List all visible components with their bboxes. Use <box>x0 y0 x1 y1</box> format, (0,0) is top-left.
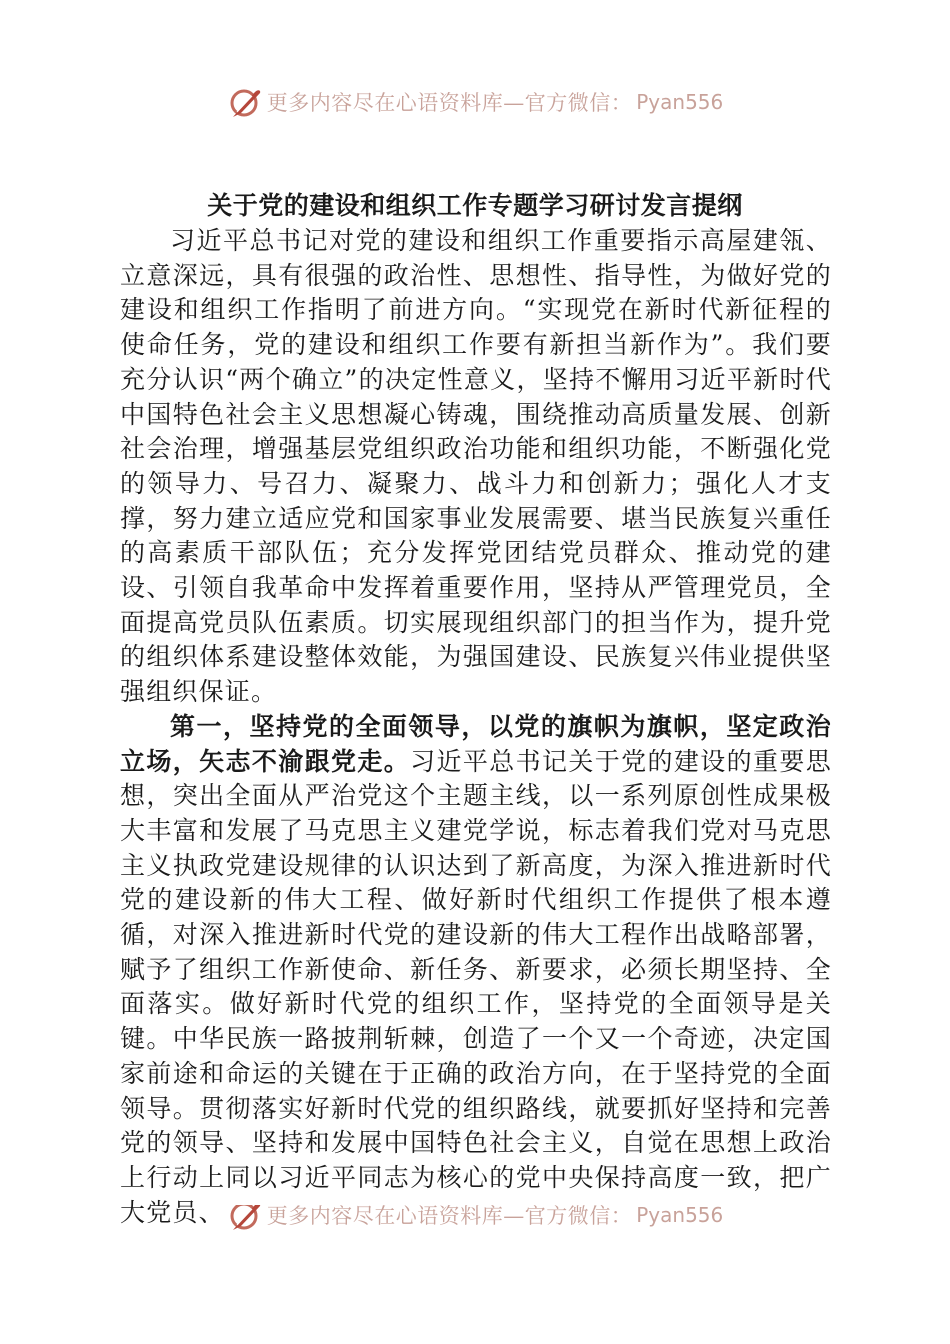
quill-logo-icon <box>227 84 263 120</box>
document-body <box>120 224 832 1230</box>
watermark-banner-bottom <box>0 1205 950 1237</box>
watermark-text: 更多内容尽在心语资料库—官方微信： <box>266 91 633 115</box>
watermark-banner-top <box>0 80 950 124</box>
watermark-code: Pyan556 <box>636 1205 724 1227</box>
quill-logo-icon <box>227 1205 263 1233</box>
document-title: 关于党的建设和组织工作专题学习研讨发言提纲 <box>207 191 743 220</box>
watermark-code: Pyan556 <box>636 90 724 114</box>
paragraph-lead: 第一，坚持党的全面领导，以党的旗帜为旗帜，坚定政治立场，矢志不渝跟党走。 <box>120 711 832 776</box>
paragraph-text: 习近平总书记关于党的建设的重要思想，突出全面从严治党这个主题主线，以一系列原创性成果极大丰富和发展了马克思主义建党学说，标志着我们党对马克思主义执政党建设规律的认识达到了新高度，为深入推进新时代党的建设新的伟大工程、做好新时代组织工作提供了根本遵循，对深入推进新时代党的建设新的伟大工程作出战略部署，赋予了组织工作新使命、新任务、新要求，必须长期坚持、全面落实。做好新时代党的组织工作，坚持党的全面领导是关键。中华民族一路披荆斩棘，创造了一个又一个奇迹，决定国家前途和命运的关键在于正确的政治方向，在于坚持党的全面领导。贯彻落实好新时代党的组织路线，就要抓好坚持和完善党的领导、坚持和发展中国特色社会主义，自觉在思想上政治上行动上同以习近平同志为核心的党中央保持高度一致，把广大党员、 <box>120 746 833 1227</box>
paragraph-point-one <box>120 710 832 1231</box>
paragraph-intro <box>120 224 832 710</box>
watermark-text: 更多内容尽在心语资料库—官方微信： <box>266 1205 633 1228</box>
paragraph-text: 习近平总书记对党的建设和组织工作重要指示高屋建瓴、立意深远，具有很强的政治性、思想性、指导性，为做好党的建设和组织工作指明了前进方向。“实现党在新时代新征程的使命任务，党的建设和组织工作要有新担当新作为”。我们要充分认识“两个确立”的决定性意义，坚持不懈用习近平新时代中国特色社会主义思想凝心铸魂，围绕推动高质量发展、创新社会治理，增强基层党组织政治功能和组织功能，不断强化党的领导力、号召力、凝聚力、战斗力和创新力；强化人才支撑，努力建立适应党和国家事业发展需要、堪当民族复兴重任的高素质干部队伍；充分发挥党团结党员群众、推动党的建设、引领自我革命中发挥着重要作用，坚持从严管理党员，全面提高党员队伍素质。切实展现组织部门的担当作为，提升党的组织体系建设整体效能，为强国建设、民族复兴伟业提供坚强组织保证。 <box>120 226 832 707</box>
